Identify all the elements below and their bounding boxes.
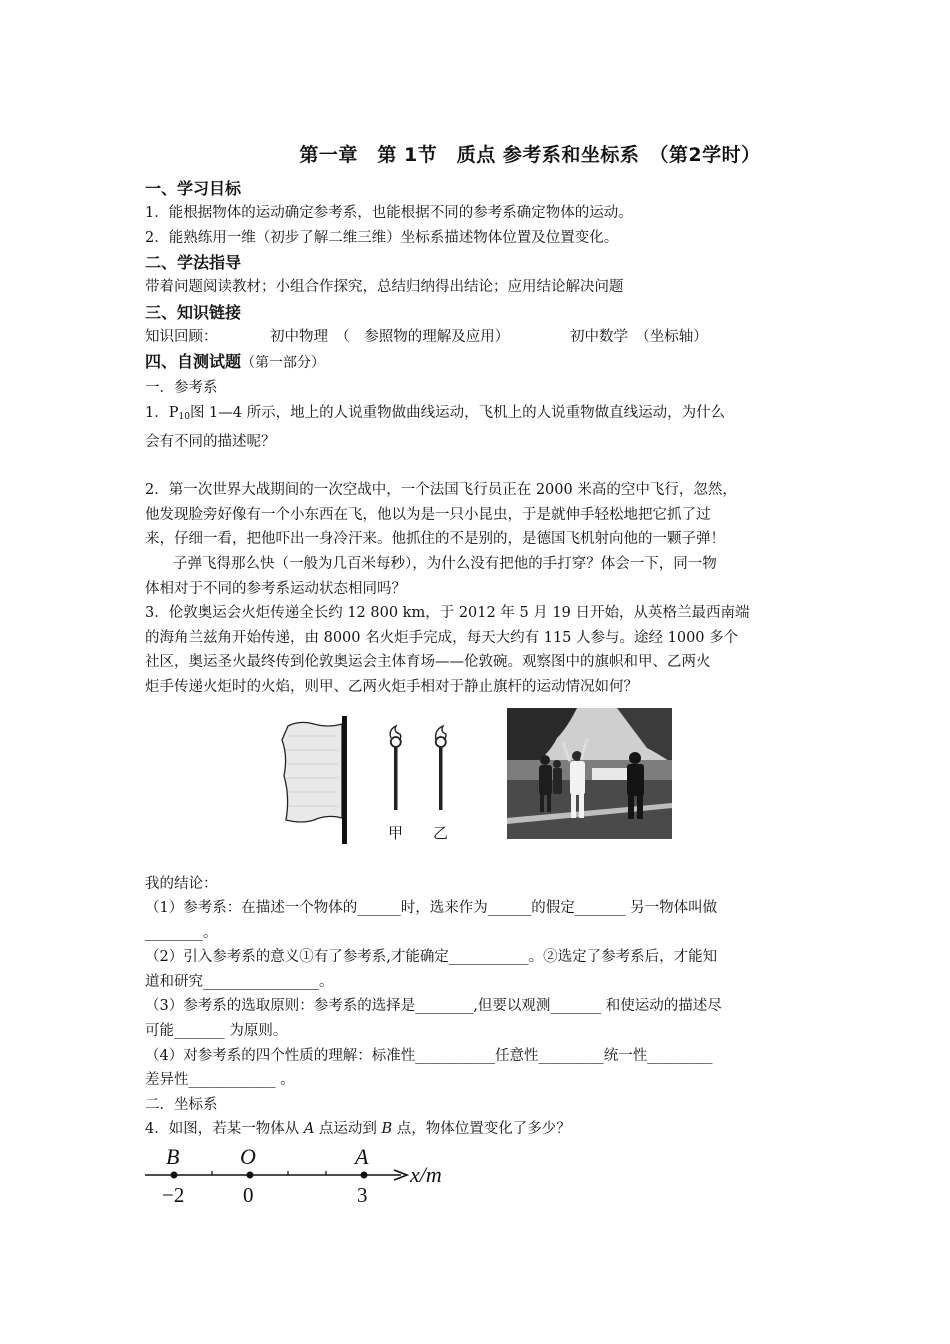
question-3-line: 的海角兰兹角开始传递，由 8000 名火炬手完成，每天大约有 115 人参与。途经 1000 多个 [145, 629, 739, 646]
knowledge-recall [145, 325, 815, 350]
question-2-line: 来，仔细一看，把他吓出一身冷汗来。他抓住的不是别的，是德国飞机射向他的一颗子弹！ [145, 531, 725, 548]
question-2-line: 子弹飞得那么快（一般为几百米每秒），为什么没有把他的手打穿？体会一下，同一物 [173, 555, 717, 572]
point-b-label: B [166, 1144, 180, 1170]
q4-text: 点运动到 [314, 1121, 382, 1138]
tick-label-b: −2 [162, 1183, 185, 1208]
tick-label-a: 3 [357, 1183, 368, 1208]
conclusion-4: （4）对参考系的四个性质的理解：标准性___________任意性_________统一性_________ [145, 1047, 713, 1064]
part-heading-reference-frame: 一．参考系 [145, 380, 218, 397]
recall-math: 初中数学 （坐标轴） [570, 328, 708, 345]
q1-text: 图 1—4 所示，地上的人说重物做曲线运动，飞机上的人说重物做直线运动，为什么 [189, 404, 726, 421]
conclusion-1: （1）参考系：在描述一个物体的______时，选来作为______的假定_______ 另一物体叫做 [145, 900, 718, 917]
part-heading-coordinate: 二．坐标系 [145, 1096, 218, 1113]
section-heading-knowledge: 三、知识链接 [145, 302, 242, 322]
conclusion-3: （3）参考系的选取原则：参考系的选择是________,但要以观测_______ 和使运动的描述尽 [145, 998, 722, 1015]
question-2-line: 体相对于不同的参考系运动状态相同吗？ [145, 580, 406, 597]
point-o-dot [247, 1172, 254, 1179]
torch-b-label: 乙 [433, 823, 449, 842]
number-line-figure [145, 1144, 815, 1216]
point-o-label: O [240, 1144, 256, 1170]
q4-text: 点，物体位置变化了多少？ [392, 1121, 571, 1138]
torch-figure [145, 708, 815, 858]
q1-page-subscript: 10 [178, 411, 190, 422]
torch-a-icon [390, 726, 401, 810]
torch-relay-photo [507, 708, 672, 839]
point-a-label: A [355, 1144, 369, 1170]
question-2-line: 他发现脸旁好像有一个小东西在飞，他以为是一只小昆虫，于是就伸手轻松地把它抓了过 [145, 506, 711, 523]
document-body [145, 176, 815, 1216]
q1-text-cont: 会有不同的描述呢？ [145, 433, 276, 450]
axis-unit-label: x/m [410, 1162, 442, 1188]
tick-label-o: 0 [243, 1183, 254, 1208]
conclusion-2: （2）引入参考系的意义①有了参考系,才能确定___________。②选定了参考系后，才能知 [145, 949, 718, 966]
page-title: 第一章 第 1节 质点 参考系和坐标系 （第2学时） [299, 144, 761, 166]
section-heading-selftest [145, 349, 815, 376]
torch-b-icon [436, 726, 446, 810]
flag-and-torches-diagram [280, 716, 495, 844]
question-4 [145, 1117, 815, 1142]
recall-label: 知识回顾： [145, 328, 218, 345]
point-a-dot [361, 1172, 368, 1179]
question-2-line: 2．第一次世界大战期间的一次空战中，一个法国飞行员正在 2000 米高的空中飞行，忽然， [145, 482, 737, 499]
selftest-heading-note: （第一部分） [241, 355, 326, 372]
question-1 [145, 401, 815, 430]
flag-icon [282, 722, 342, 822]
question-3-line: 社区，奥运圣火最终传到伦敦奥运会主体育场——伦敦碗。观察图中的旗帜和甲、乙两火 [145, 654, 711, 671]
method-text: 带着问题阅读教材；小组合作探究，总结归纳得出结论；应用结论解决问题 [145, 279, 624, 296]
selftest-heading-text: 四、自测试题 [145, 352, 242, 372]
point-b-dot [171, 1172, 178, 1179]
conclusion-3-cont: 可能_______ 为原则。 [145, 1023, 288, 1040]
torch-a-label: 甲 [388, 823, 404, 842]
q4-point-b: B [381, 1121, 393, 1138]
section-heading-method: 二、学法指导 [145, 253, 242, 273]
q4-point-a: A [303, 1121, 315, 1138]
number-line-diagram [145, 1144, 475, 1216]
conclusion-4-cont: 差异性____________ 。 [145, 1072, 295, 1089]
flagpole-icon [342, 716, 347, 844]
conclusion-1-cont: ________。 [145, 924, 218, 941]
q1-prefix: 1．P [145, 404, 179, 421]
conclusion-label: 我的结论： [145, 875, 218, 892]
objective-item: 1．能根据物体的运动确定参考系，也能根据不同的参考系确定物体的运动。 [145, 205, 633, 221]
question-3-line: 炬手传递火炬时的火焰，则甲、乙两火炬手相对于静止旗杆的运动情况如何？ [145, 678, 638, 695]
q4-text: 4．如图，若某一物体从 [145, 1121, 304, 1138]
conclusion-2-cont: 道和研究________________。 [145, 973, 334, 990]
question-3-line: 3．伦敦奥运会火炬传递全长约 12 800 km，于 2012 年 5 月 19 日开始，从英格兰最西南端 [145, 605, 750, 622]
spacer [145, 454, 815, 478]
section-heading-objectives: 一、学习目标 [145, 179, 242, 198]
objective-item: 2．能熟练用一维（初步了解二维三维）坐标系描述物体位置及位置变化。 [145, 229, 619, 246]
recall-physics: 初中物理 （ 参照物的理解及应用） [270, 328, 510, 345]
